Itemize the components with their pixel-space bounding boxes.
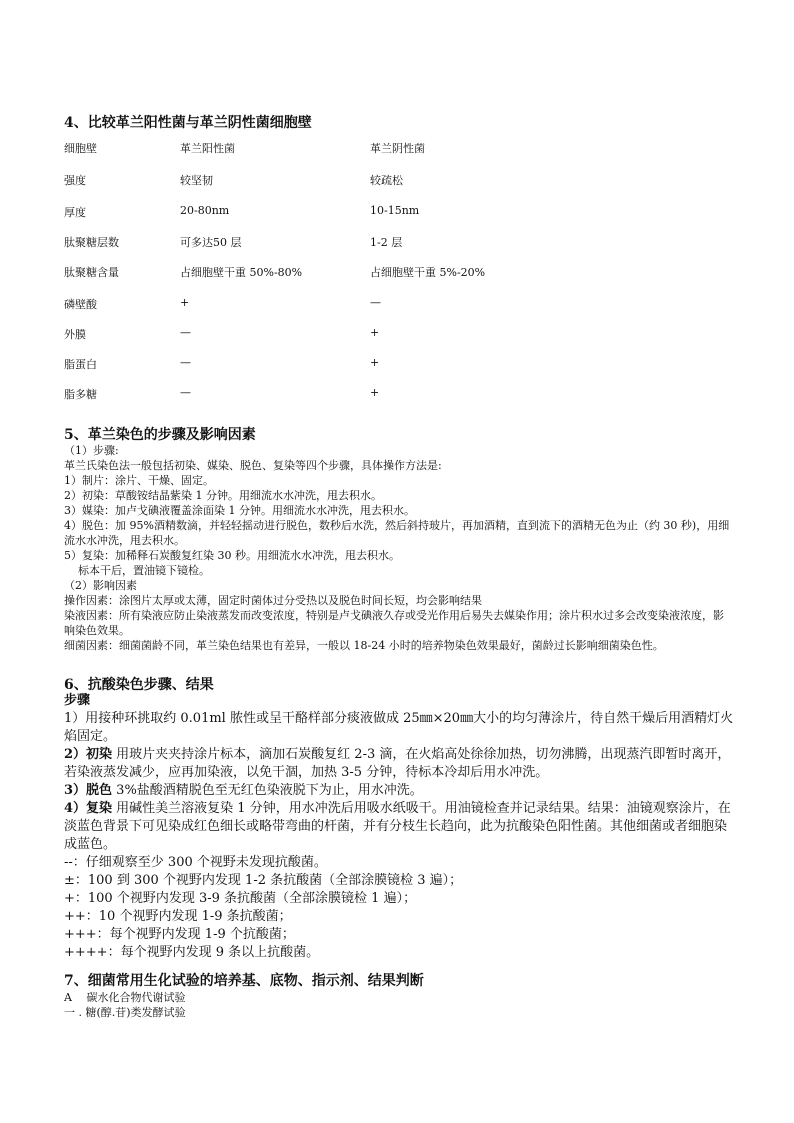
table-cell: +	[180, 296, 190, 309]
table-cell: 革兰阳性菌	[180, 142, 235, 155]
table-cell: 10-15nm	[370, 204, 420, 217]
step-4	[64, 800, 734, 854]
table-cell: 较坚韧	[180, 174, 213, 187]
table-cell: 较疏松	[370, 174, 403, 187]
text-line: 5）复染：加稀释石炭酸复红染 30 秒。用细流水水冲洗，甩去积水。	[64, 549, 400, 562]
section-6-body	[64, 692, 734, 962]
text-line: A 碳水化合物代谢试验	[64, 991, 186, 1004]
table-row	[64, 326, 744, 344]
table-cell: 肽聚糖层数	[64, 236, 119, 249]
table-cell: 肽聚糖含量	[64, 266, 119, 279]
table-row	[64, 204, 744, 222]
step-label: 3）脱色	[64, 783, 113, 798]
text-line: （1）步骤:	[64, 444, 119, 457]
table-row	[64, 264, 744, 282]
step-label: 4）复染	[64, 801, 113, 816]
table-cell: 外膜	[64, 328, 86, 341]
result-line: ±：100 到 300 个视野内发现 1-2 条抗酸菌（全部涂膜镜检 3 遍）；	[64, 873, 463, 888]
text-line: 标本干后，置油镜下镜检。	[78, 564, 210, 577]
table-cell: 可多达50 层	[180, 236, 242, 249]
table-cell: 占细胞壁干重 50%-80%	[180, 266, 303, 279]
table-cell: 占细胞壁干重 5%-20%	[370, 266, 486, 279]
section-5-title: 5、革兰染色的步骤及影响因素	[64, 427, 256, 443]
step-text: 用碱性美兰溶液复染 1 分钟，用水冲洗后用吸水纸吸干。用油镜检查并记录结果。结果：油镜观察涂片，在淡蓝色背景下可见染成红色细长或略带弯曲的杆菌，并有分枝生长趋向，此为抗酸染色阳性菌。其他细菌或者细胞染成蓝色。	[64, 801, 731, 852]
result-line: ++：10 个视野内发现 1-9 条抗酸菌；	[64, 909, 292, 924]
text-line: 染液因素：所有染液应防止染液蒸发而改变浓度，特别是卢戈碘液久存或受光作用后易失去媒染作用；涂片积水过多会改变染液浓度，影响染色效果。	[64, 609, 724, 637]
text-line: 细菌因素：细菌菌龄不同，革兰染色结果也有差异，一般以 18-24 小时的培养物染色效果最好，菌龄过长影响细菌染色性。	[64, 639, 664, 652]
table-cell: +	[370, 386, 380, 399]
table-row	[64, 172, 744, 190]
step-1: 1）用接种环挑取约 0.01ml 脓性或呈干酪样部分痰液做成 25㎜×20㎜大小的均匀薄涂片，待自然干燥后用酒精灯火焰固定。	[64, 711, 734, 744]
text-line: 革兰氏染色法一般包括初染、媒染、脱色、复染等四个步骤，具体操作方法是:	[64, 459, 442, 472]
table-row	[64, 386, 744, 404]
table-cell: 1-2 层	[370, 236, 403, 249]
table-cell: 革兰阴性菌	[370, 142, 425, 155]
table-cell: 脂多糖	[64, 388, 97, 401]
section-6-subtitle: 步骤	[64, 693, 91, 708]
table-cell: 厚度	[64, 206, 86, 219]
table-cell: —	[180, 326, 191, 339]
step-label: 2）初染	[64, 747, 113, 762]
table-cell: —	[370, 296, 381, 309]
section-6-title: 6、抗酸染色步骤、结果	[64, 677, 214, 693]
table-row	[64, 234, 744, 252]
text-line: 1）制片：涂片、干燥、固定。	[64, 474, 214, 487]
table-row	[64, 296, 744, 314]
result-line: +++：每个视野内发现 1-9 个抗酸菌；	[64, 927, 295, 942]
text-line: 4）脱色：加 95%酒精数滴，并轻轻摇动进行脱色，数秒后水洗，然后斜持玻片，再加酒精，直到流下的酒精无色为止（约 30 秒)，用细流水水冲洗，甩去积水。	[64, 519, 730, 547]
table-cell: 20-80nm	[180, 204, 230, 217]
table-row	[64, 140, 744, 158]
text-line: 2）初染：草酸铵结晶紫染 1 分钟。用细流水水冲洗，甩去积水。	[64, 489, 382, 502]
result-line: +：100 个视野内发现 3-9 条抗酸菌（全部涂膜镜检 1 遍）；	[64, 891, 417, 906]
step-text: 用玻片夹夹持涂片标本，滴加石炭酸复红 2-3 滴，在火焰高处徐徐加热，切勿沸腾，出现蒸汽即暂时离开，若染液蒸发减少，应再加染液，以免干涸，加热 3-5 分钟，待标本冷却后用水冲洗。	[64, 747, 731, 780]
result-line: ++++：每个视野内发现 9 条以上抗酸菌。	[64, 945, 320, 960]
table-cell: 细胞壁	[64, 142, 97, 155]
table-cell: —	[180, 356, 191, 369]
text-line: 操作因素：涂图片太厚或太薄，固定时菌体过分受热以及脱色时间长短，均会影响结果	[64, 594, 482, 607]
section-4-title: 4、比较革兰阳性菌与革兰阴性菌细胞壁	[64, 115, 312, 131]
text-line: 一 . 糖(醇.苷)类发酵试验	[64, 1006, 186, 1019]
text-line: （2）影响因素	[64, 579, 137, 592]
section-7-body	[64, 990, 734, 1020]
table-cell: 磷壁酸	[64, 298, 97, 311]
step-2	[64, 746, 734, 782]
text-line: 3）媒染：加卢戈碘液覆盖涂面染 1 分钟。用细流水水冲洗，甩去积水。	[64, 504, 415, 517]
section-5-body	[64, 443, 734, 653]
step-3	[64, 782, 734, 800]
result-line: --：仔细观察至少 300 个视野未发现抗酸菌。	[64, 855, 327, 870]
table-cell: +	[370, 326, 380, 339]
step-text: 3%盐酸酒精脱色至无红色染液脱下为止，用水冲洗。	[112, 783, 423, 798]
section-7-title: 7、细菌常用生化试验的培养基、底物、指示剂、结果判断	[64, 973, 424, 989]
table-cell: 脂蛋白	[64, 358, 97, 371]
table-row	[64, 356, 744, 374]
table-cell: 强度	[64, 174, 86, 187]
table-cell: +	[370, 356, 380, 369]
table-cell: —	[180, 386, 191, 399]
